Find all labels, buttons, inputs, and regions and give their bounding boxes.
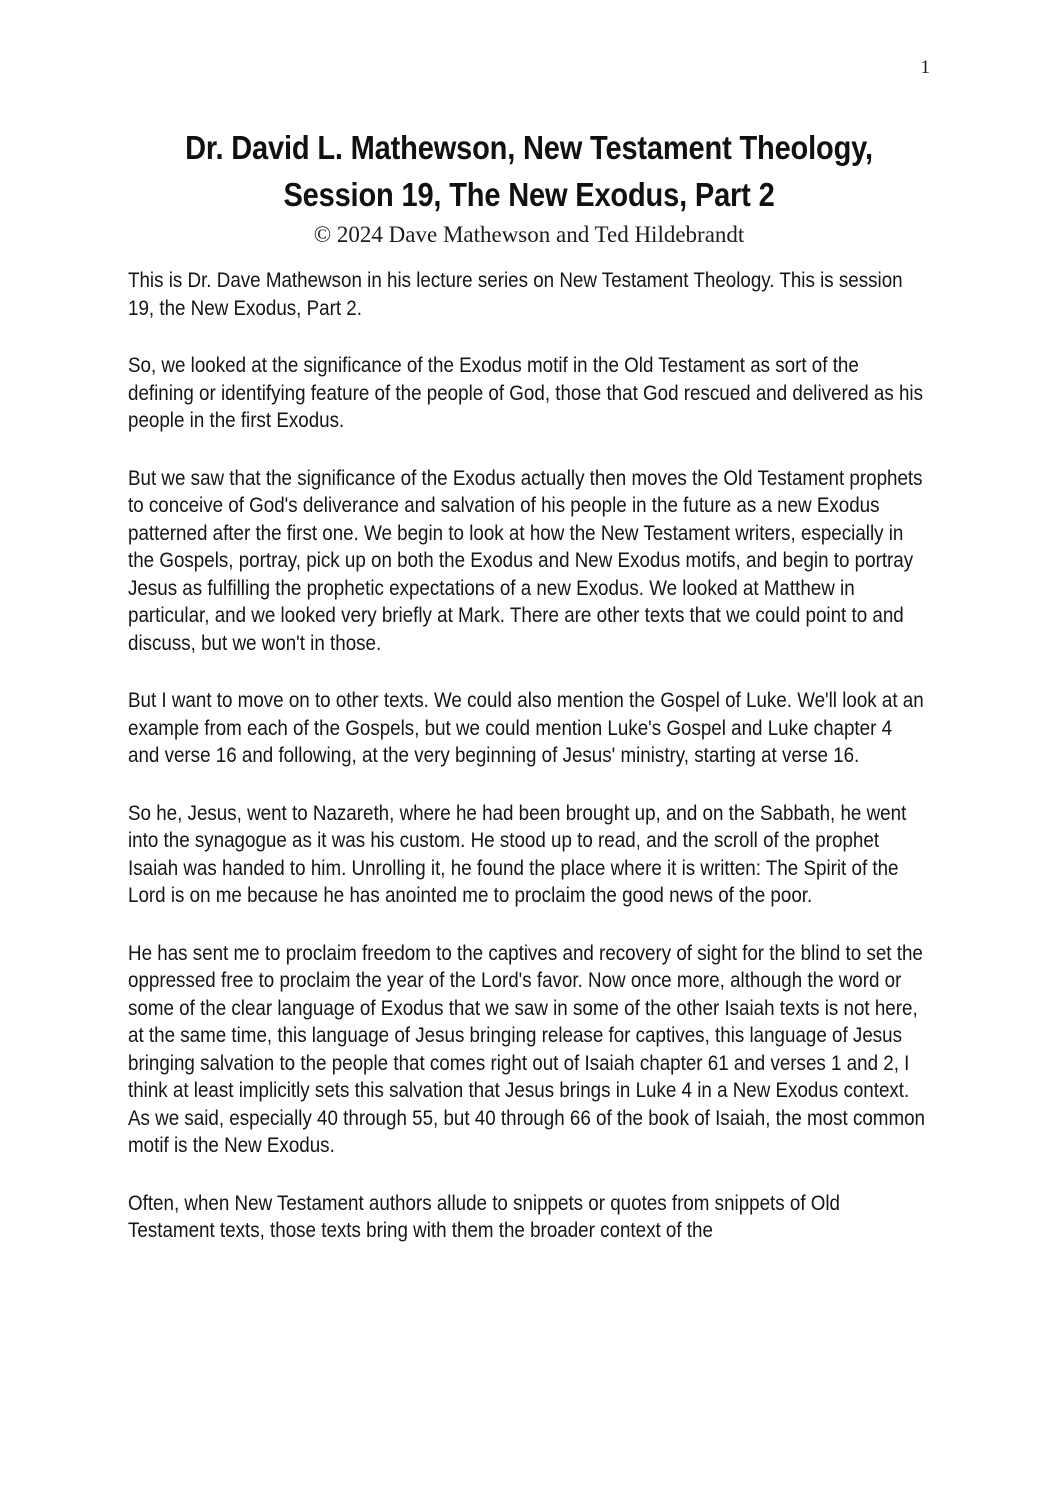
title-line-2: Session 19, The New Exodus, Part 2 bbox=[283, 176, 775, 213]
paragraph: He has sent me to proclaim freedom to the captives and recovery of sight for the blind to set the oppressed free to proclaim the year of the Lord's favor. Now once more, although the word or some of the clear language of Exodus that we saw in some of the other Isaiah texts is not here, at the same time, this language of Jesus bringing release for captives, this language of Jesus bringing salvation to the people that comes right out of Isaiah chapter 61 and verses 1 and 2, I think at least implicitly sets this salvation that Jesus brings in Luke 4 in a New Exodus context. As we said, especially 40 through 55, but 40 through 66 of the book of Isaiah, the most common motif is the New Exodus. bbox=[128, 940, 926, 1157]
paragraph: But I want to move on to other texts. We could also mention the Gospel of Luke. We'll look at an example from each of the Gospels, but we could mention Luke's Gospel and Luke chapter 4 and verse 16 and following, at the very beginning of Jesus' ministry, starting at verse 16. bbox=[128, 688, 924, 767]
paragraph: Often, when New Testament authors allude to snippets or quotes from snippets of Old Testament texts, those texts bring with them the broader context of the bbox=[128, 1190, 841, 1242]
page-number: 1 bbox=[920, 57, 930, 78]
document-header bbox=[0, 124, 1058, 249]
document-body bbox=[128, 267, 929, 1275]
paragraph: So he, Jesus, went to Nazareth, where he had been brought up, and on the Sabbath, he went into the synagogue as it was his custom. He stood up to read, and the scroll of the prophet Isaiah was handed to him. Unrolling it, he found the place where it is written: The Spirit of the Lord is on me because he has anointed me to proclaim the good news of the poor. bbox=[128, 800, 907, 907]
paragraph: So, we looked at the significance of the Exodus motif in the Old Testament as sort of the defining or identifying feature of the people of God, those that God rescued and delivered as his people in the first Exodus. bbox=[128, 353, 923, 432]
title-line-1: Dr. David L. Mathewson, New Testament Theology, bbox=[185, 129, 873, 166]
document-title bbox=[63, 124, 994, 218]
paragraph: This is Dr. Dave Mathewson in his lecture series on New Testament Theology. This is session 19, the New Exodus, Part 2. bbox=[128, 268, 903, 320]
paragraph: But we saw that the significance of the Exodus actually then moves the Old Testament prophets to conceive of God's deliverance and salvation of his people in the future as a new Exodus patterned after the first one. We begin to look at how the New Testament writers, especially in the Gospels, portray, pick up on both the Exodus and New Exodus motifs, and begin to portray Jesus as fulfilling the prophetic expectations of a new Exodus. We looked at Matthew in particular, and we looked very briefly at Mark. There are other texts that we could point to and discuss, but we won't in those. bbox=[128, 465, 923, 655]
copyright-line: © 2024 Dave Mathewson and Ted Hildebrandt bbox=[313, 222, 745, 247]
